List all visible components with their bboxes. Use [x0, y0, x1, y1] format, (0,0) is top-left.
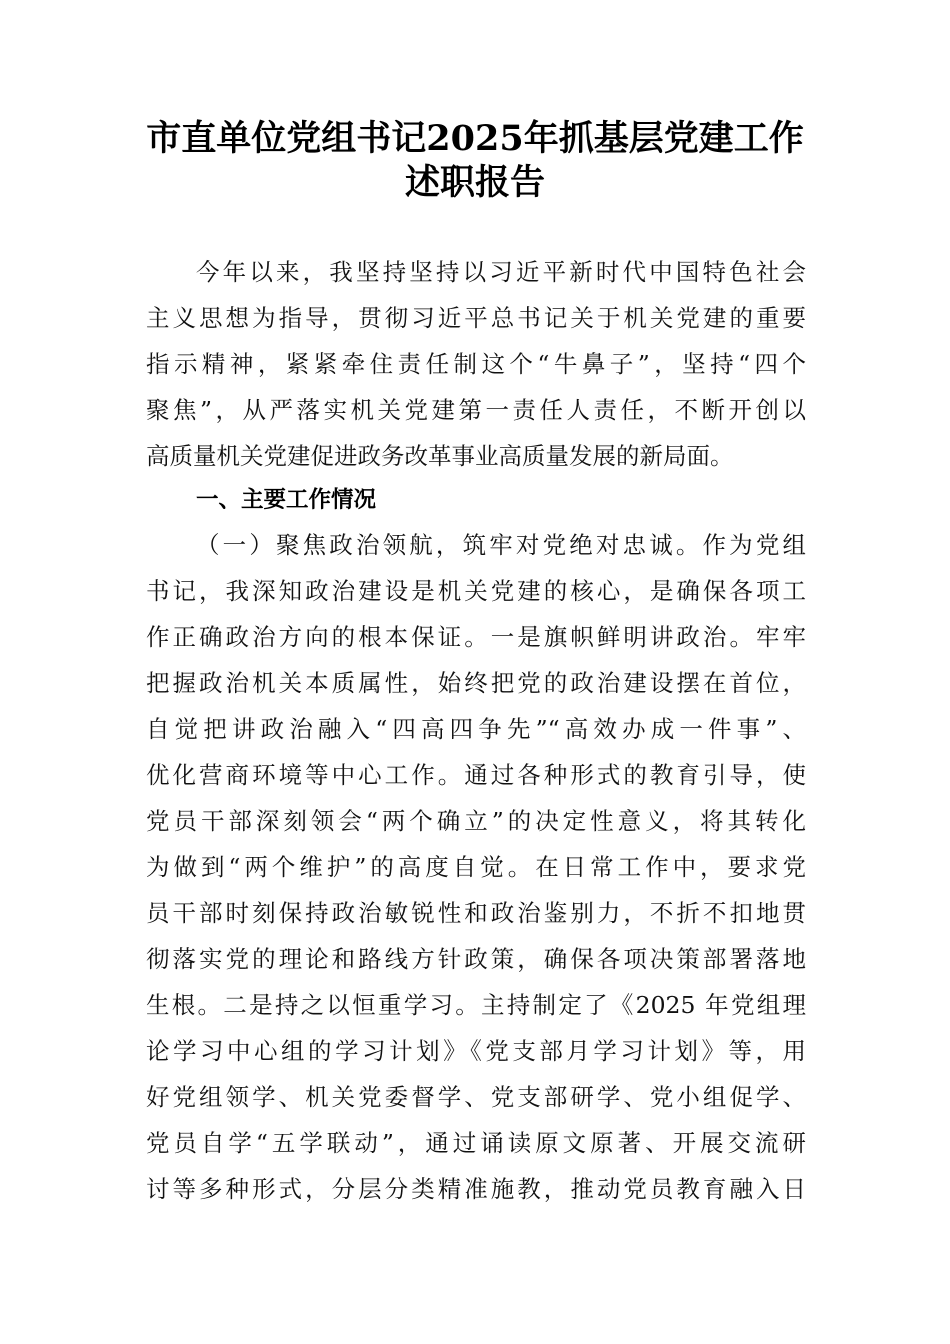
section-paragraph-line: 生根。二是持之以恒重学习。主持制定了《2025 年党组理	[146, 991, 806, 1019]
section-paragraph-line: 优化营商环境等中心工作。通过各种形式的教育引导，使	[146, 761, 806, 789]
section-paragraph-line: 为做到“两个维护”的高度自觉。在日常工作中，要求党	[146, 853, 806, 881]
section-paragraph-line: 自觉把讲政治融入“四高四争先”“高效办成一件事”、	[146, 715, 806, 743]
section-paragraph-line: 好党组领学、机关党委督学、党支部研学、党小组促学、	[146, 1083, 806, 1111]
intro-paragraph-line: 高质量机关党建促进政务改革事业高质量发展的新局面。	[146, 442, 734, 470]
intro-paragraph-line: 今年以来，我坚持坚持以习近平新时代中国特色社会	[196, 258, 806, 286]
section-paragraph-line: 讨等多种形式，分层分类精准施教，推动党员教育融入日	[146, 1175, 806, 1203]
document-title-line-1: 市直单位党组书记2025年抓基层党建工作	[146, 118, 804, 159]
section-paragraph-line: 党员自学“五学联动”，通过诵读原文原著、开展交流研	[146, 1129, 806, 1157]
section-paragraph-line: 书记，我深知政治建设是机关党建的核心，是确保各项工	[146, 577, 806, 605]
document-title-line-2: 述职报告	[404, 162, 545, 203]
intro-paragraph-line: 指示精神，紧紧牵住责任制这个“牛鼻子”，坚持“四个	[146, 350, 806, 378]
section-paragraph-line: 把握政治机关本质属性，始终把党的政治建设摆在首位，	[146, 669, 806, 697]
section-paragraph-line: 作正确政治方向的根本保证。一是旗帜鲜明讲政治。牢牢	[146, 623, 806, 651]
section-paragraph-line: （一）聚焦政治领航，筑牢对党绝对忠诚。作为党组	[196, 531, 806, 559]
section-paragraph-line: 党员干部深刻领会“两个确立”的决定性意义，将其转化	[146, 807, 806, 835]
intro-paragraph-line: 主义思想为指导，贯彻习近平总书记关于机关党建的重要	[146, 304, 806, 332]
section-paragraph-line: 彻落实党的理论和路线方针政策，确保各项决策部署落地	[146, 945, 806, 973]
section-paragraph-line: 员干部时刻保持政治敏锐性和政治鉴别力，不折不扣地贯	[146, 899, 806, 927]
section-paragraph-line: 论学习中心组的学习计划》《党支部月学习计划》等，用	[146, 1037, 806, 1065]
section-heading: 一、主要工作情况	[196, 487, 377, 513]
intro-paragraph-line: 聚焦”，从严落实机关党建第一责任人责任，不断开创以	[146, 396, 806, 424]
